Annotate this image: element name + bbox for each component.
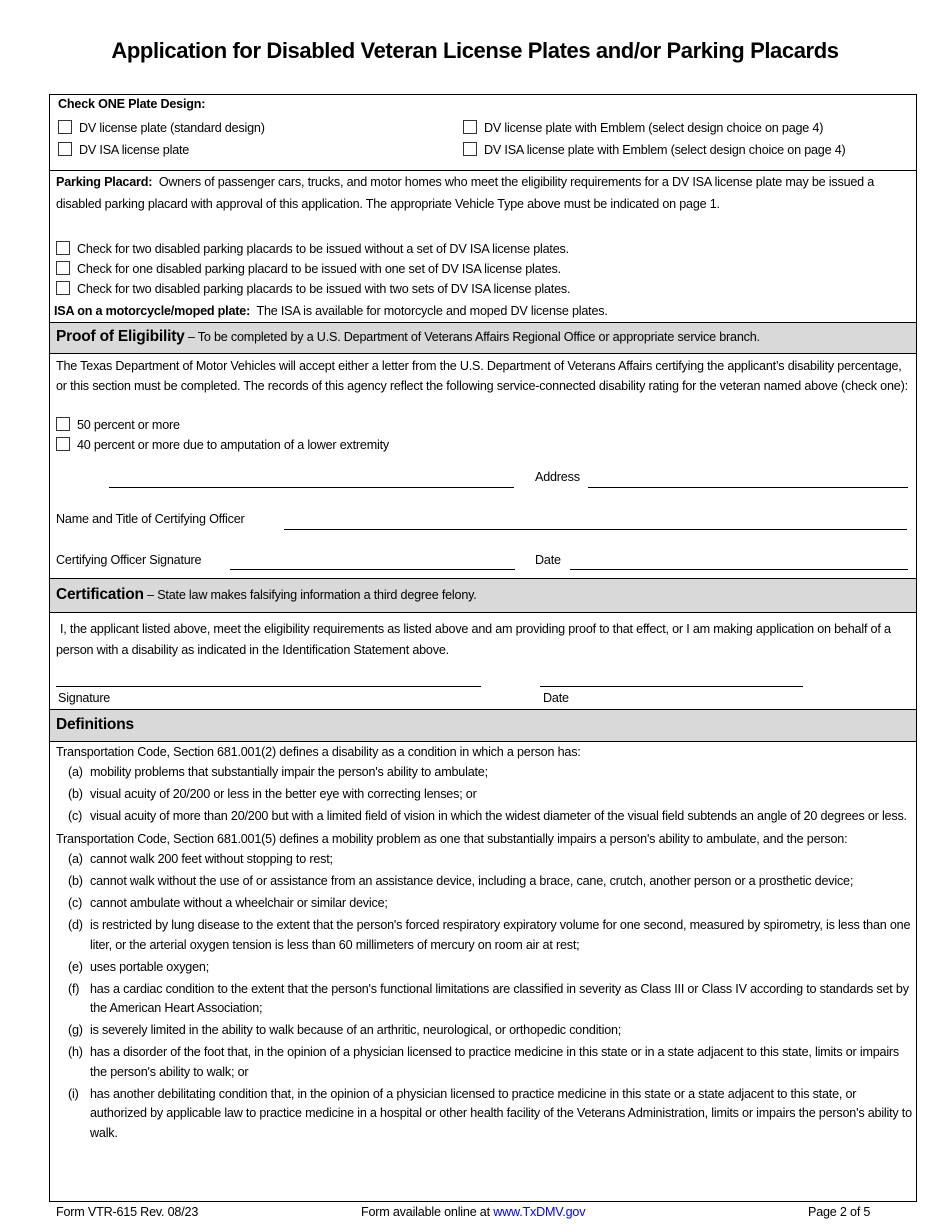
isa-label: ISA on a motorcycle/moped plate: xyxy=(54,304,251,318)
proof-body xyxy=(50,354,916,579)
online-text: Form available online at xyxy=(361,1205,494,1219)
plate-option-isa-emblem[interactable] xyxy=(463,142,846,157)
checkbox[interactable] xyxy=(58,120,72,134)
officer-label: Name and Title of Certifying Officer xyxy=(56,512,245,526)
proof-subtitle: – To be completed by a U.S. Department of Veterans Affairs Regional Office or appropriate service branch. xyxy=(184,330,760,344)
certification-title: Certification xyxy=(56,586,144,603)
address-field[interactable] xyxy=(588,487,908,488)
definition-item xyxy=(56,1085,912,1144)
placard-label: Parking Placard: xyxy=(56,175,153,189)
item-marker: (h) xyxy=(68,1045,83,1059)
item-text: visual acuity of 20/200 or less in the better eye with correcting lenses; or xyxy=(90,787,477,801)
plate-heading: Check ONE Plate Design: xyxy=(58,97,206,111)
certification-header xyxy=(50,579,916,613)
definition-item xyxy=(56,980,912,1019)
definition-item xyxy=(56,807,912,827)
certification-subtitle: – State law makes falsifying information a third degree felony. xyxy=(143,588,477,602)
item-text: uses portable oxygen; xyxy=(90,959,210,974)
option-label: DV ISA license plate xyxy=(79,143,190,157)
item-marker: (b) xyxy=(68,787,83,801)
definitions-title: Definitions xyxy=(56,716,134,733)
rating-option-50[interactable] xyxy=(56,417,180,432)
officer-field[interactable] xyxy=(284,529,907,530)
definition-item xyxy=(56,872,912,892)
placard-text xyxy=(56,171,912,215)
item-text: cannot ambulate without a wheelchair or similar device; xyxy=(90,896,388,910)
item-text: is severely limited in the ability to walk because of an arthritic, neurological, or orthopedic condition; xyxy=(90,1023,622,1037)
officer-signature-field[interactable] xyxy=(230,569,515,570)
parking-placard-section xyxy=(50,171,916,323)
page-number: Page 2 of 5 xyxy=(808,1205,871,1219)
option-label: DV license plate with Emblem (select design choice on page 4) xyxy=(484,121,824,135)
definition-item xyxy=(56,894,912,914)
definition-item xyxy=(56,916,912,955)
footer-online xyxy=(361,1205,585,1219)
certification-body xyxy=(50,613,916,710)
definitions-list xyxy=(56,742,912,1146)
definition-item xyxy=(56,1043,912,1082)
proof-date-field[interactable] xyxy=(570,569,908,570)
option-label: Check for two disabled parking placards to be issued without a set of DV ISA license plates. xyxy=(77,242,569,256)
checkbox[interactable] xyxy=(56,281,70,295)
checkbox[interactable] xyxy=(463,120,477,134)
item-text: visual acuity of more than 20/200 but with a limited field of vision in which the widest diameter of the visual field subtends an angle of 20 degrees or less. xyxy=(90,809,907,823)
definition-item xyxy=(56,763,912,783)
rating-option-40[interactable] xyxy=(56,437,389,452)
item-marker: (f) xyxy=(68,981,80,996)
proof-text: The Texas Department of Motor Vehicles will accept either a letter from the U.S. Department of Veterans Affairs certifying the applicant’s disability percentage, or this section must be completed. The records of this agency reflect the following service-connected disability rating for the veteran named above (check one): xyxy=(56,359,908,393)
option-label: 50 percent or more xyxy=(77,418,180,432)
officer-signature-label: Certifying Officer Signature xyxy=(56,553,202,567)
isa-text: The ISA is available for motorcycle and moped DV license plates. xyxy=(256,304,608,318)
item-marker: (c) xyxy=(68,809,83,823)
plate-option-emblem[interactable] xyxy=(463,120,823,135)
item-text: cannot walk without the use of or assistance from an assistance device, including a brace, cane, crutch, another person or a prosthetic device; xyxy=(90,874,854,888)
option-label: DV license plate (standard design) xyxy=(79,121,265,135)
item-text: is restricted by lung disease to the extent that the person's forced respiratory expiratory volume for one second, measured by spirometry, is less than one liter, or the arterial oxygen tension is less than 60 millimeters of mercury on room air at rest; xyxy=(90,918,911,952)
checkbox[interactable] xyxy=(463,142,477,156)
definition-item xyxy=(56,850,912,870)
definition-item xyxy=(56,1021,912,1041)
cert-date-label: Date xyxy=(543,691,569,705)
item-marker: (c) xyxy=(68,896,83,910)
blank-line[interactable] xyxy=(109,487,514,488)
definition-item xyxy=(56,958,912,978)
item-marker: (a) xyxy=(68,765,83,779)
proof-title: Proof of Eligibility xyxy=(56,328,185,345)
definition-intro: Transportation Code, Section 681.001(2) defines a disability as a condition in which a person has: xyxy=(56,745,581,759)
form-box xyxy=(49,94,917,1202)
item-text: mobility problems that substantially impair the person's ability to ambulate; xyxy=(90,765,488,779)
checkbox[interactable] xyxy=(56,417,70,431)
form-number: Form VTR-615 Rev. 08/23 xyxy=(56,1205,199,1219)
option-label: Check for two disabled parking placards to be issued with two sets of DV ISA license plates. xyxy=(77,282,571,296)
item-text: has a cardiac condition to the extent that the person's functional limitations are classified in severity as Class III or Class IV according to standards set by the American Heart Association; xyxy=(90,981,909,1015)
placard-option-3[interactable] xyxy=(56,281,570,296)
address-label: Address xyxy=(535,470,580,484)
checkbox[interactable] xyxy=(56,241,70,255)
plate-design-section xyxy=(50,95,916,171)
cert-date-field[interactable] xyxy=(540,686,803,687)
signature-label: Signature xyxy=(58,691,111,705)
checkbox[interactable] xyxy=(56,437,70,451)
signature-field[interactable] xyxy=(56,686,481,687)
proof-date-label: Date xyxy=(535,553,561,567)
item-text: has a disorder of the foot that, in the opinion of a physician licensed to practice medicine in this state or in a state adjacent to this state, limits or impairs the person's ability to walk; or xyxy=(90,1045,900,1079)
item-marker: (d) xyxy=(68,918,83,932)
item-marker: (a) xyxy=(68,852,83,866)
definitions-header xyxy=(50,710,916,742)
item-marker: (i) xyxy=(68,1086,79,1101)
checkbox[interactable] xyxy=(56,261,70,275)
item-marker: (g) xyxy=(68,1023,83,1037)
isa-motorcycle-note xyxy=(54,304,608,318)
definition-intro: Transportation Code, Section 681.001(5) defines a mobility problem as one that substantially impairs a person's ability to ambulate, and the person: xyxy=(56,832,848,846)
plate-option-standard[interactable] xyxy=(58,120,265,135)
txdmv-link[interactable]: www.TxDMV.gov xyxy=(493,1205,586,1219)
item-text: cannot walk 200 feet without stopping to rest; xyxy=(90,852,333,866)
definitions-body xyxy=(50,742,916,1201)
option-label: Check for one disabled parking placard to be issued with one set of DV ISA license plates. xyxy=(77,262,561,276)
certification-text: I, the applicant listed above, meet the eligibility requirements as listed above and am providing proof to that effect, or I am making application on behalf of a person with a disability as indicated in the Identification Statement above. xyxy=(56,622,891,657)
placard-option-1[interactable] xyxy=(56,241,569,256)
item-marker: (b) xyxy=(68,874,83,888)
item-text: has another debilitating condition that, in the opinion of a physician licensed to practice medicine in this state or a state adjacent to this state, or authorized by applicable law to practice medicine in a hospital or other health facility of the Veterans Administration, limits or impairs the person's ability to walk. xyxy=(90,1086,912,1140)
proof-header xyxy=(50,323,916,354)
placard-option-2[interactable] xyxy=(56,261,561,276)
checkbox[interactable] xyxy=(58,142,72,156)
option-label: DV ISA license plate with Emblem (select design choice on page 4) xyxy=(484,143,846,157)
page-title: Application for Disabled Veteran License Plates and/or Parking Placards xyxy=(111,38,839,63)
option-label: 40 percent or more due to amputation of a lower extremity xyxy=(77,438,390,452)
item-marker: (e) xyxy=(68,959,83,974)
plate-option-isa[interactable] xyxy=(58,142,189,157)
definition-item xyxy=(56,785,912,805)
placard-description: Owners of passenger cars, trucks, and motor homes who meet the eligibility requirements for a DV ISA license plate may be issued a disabled parking placard with approval of this application. The appropriate Vehicle Type above must be indicated on page 1. xyxy=(56,175,875,211)
